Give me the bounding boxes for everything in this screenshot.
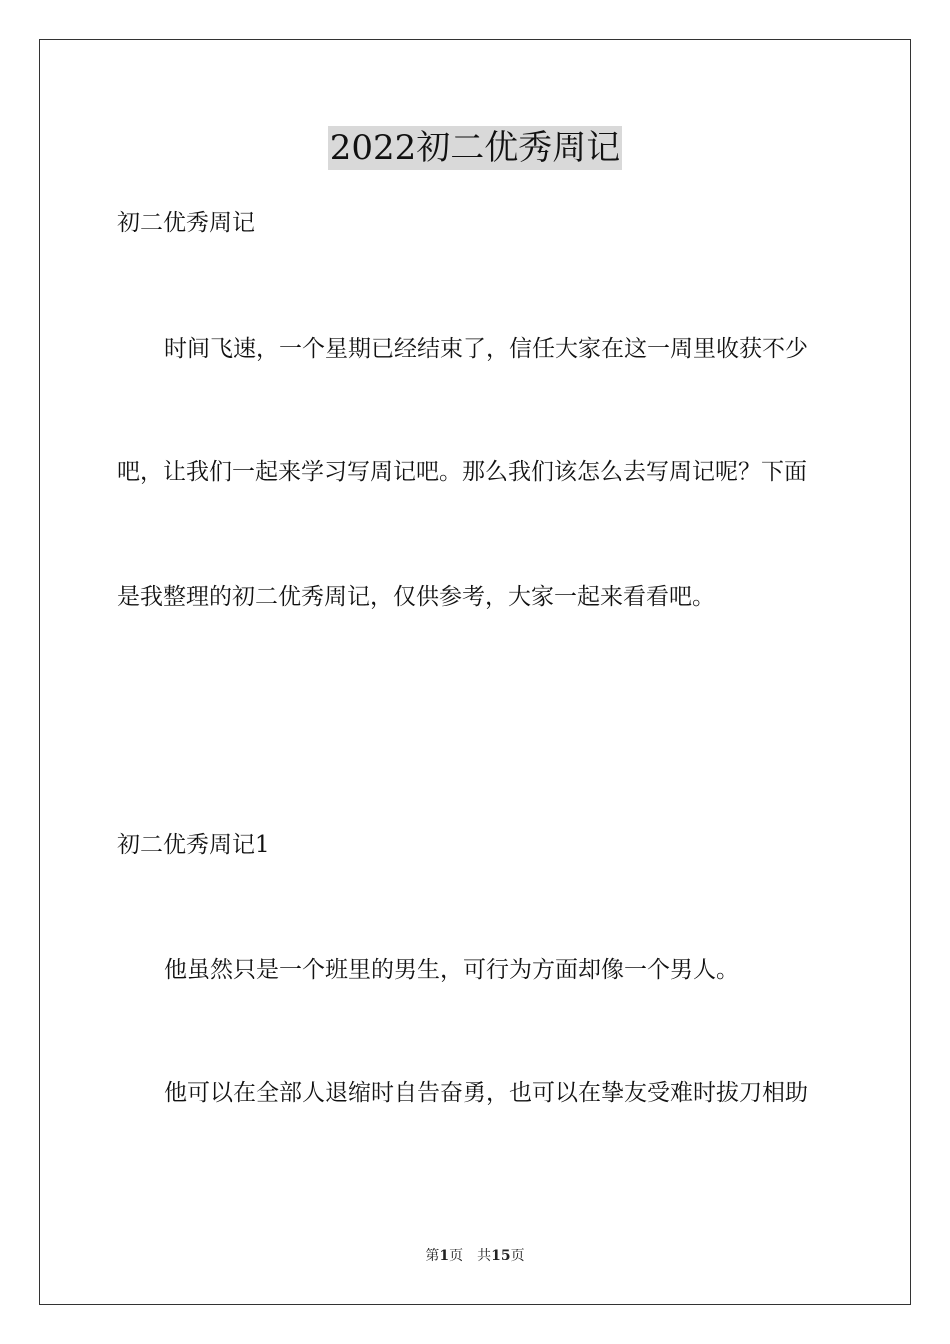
paragraph-line-2: 吧，让我们一起来学习写周记吧。那么我们该怎么去写周记呢？下面 xyxy=(117,459,807,485)
footer-page-current: 1 xyxy=(439,1248,450,1264)
footer-page-prefix: 第 xyxy=(425,1248,440,1264)
paragraph-line-1: 时间飞速，一个星期已经结束了，信任大家在这一周里收获不少 xyxy=(164,336,808,362)
footer-total-suffix: 页 xyxy=(510,1248,525,1264)
paragraph-line-5: 他可以在全部人退缩时自告奋勇，也可以在挚友受难时拔刀相助 xyxy=(164,1080,808,1106)
section-heading: 初二优秀周记1 xyxy=(117,832,270,858)
subtitle-line: 初二优秀周记 xyxy=(117,210,255,236)
footer-total-pages: 15 xyxy=(491,1248,511,1264)
document-title-block xyxy=(0,126,950,170)
paragraph-line-3: 是我整理的初二优秀周记，仅供参考，大家一起来看看吧。 xyxy=(117,584,715,610)
paragraph-line-4: 他虽然只是一个班里的男生，可行为方面却像一个男人。 xyxy=(164,957,739,983)
document-title: 2022初二优秀周记 xyxy=(329,128,621,168)
footer-page-suffix: 页 xyxy=(449,1248,464,1264)
page-footer xyxy=(0,1246,950,1266)
footer-total-prefix: 共 xyxy=(477,1248,492,1264)
